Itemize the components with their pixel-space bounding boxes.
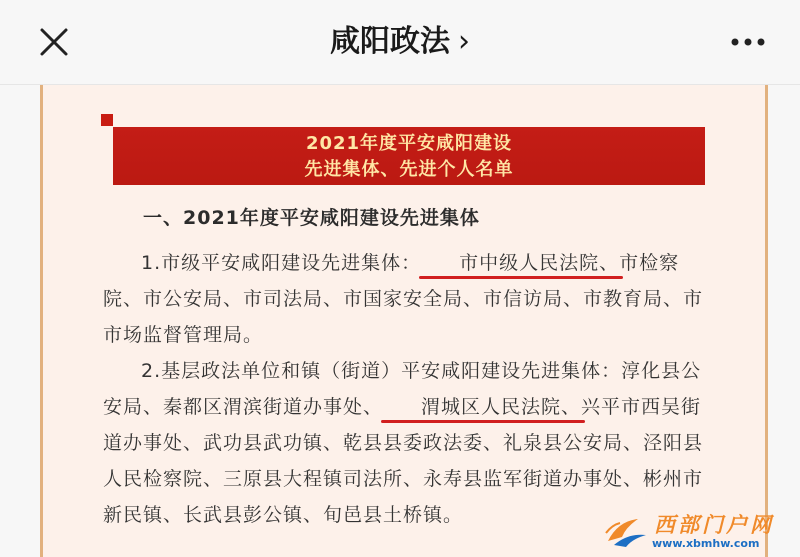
paragraph-2 bbox=[103, 353, 713, 533]
paragraph-2-suffix: 兴平市西吴街道办事处、武功县武功镇、乾县县委政法委、礼泉县公安局、泾阳县人民检察院、三原县大程镇司法所、永寿县监军街道办事处、彬州市新民镇、长武县彭公镇、旬邑县土桥镇。 bbox=[103, 396, 704, 526]
banner-line-1: 2021年度平安咸阳建设 bbox=[305, 133, 513, 154]
account-title-link[interactable] bbox=[0, 18, 800, 66]
highlight-underlined-text: 渭城区人民法院、 bbox=[383, 389, 581, 425]
article-content bbox=[40, 85, 768, 557]
paragraph-2-prefix: 2.基层政法单位和镇（街道）平安咸阳建设先进集体：淳化县公安局、秦都区渭滨街道办事处、 bbox=[103, 360, 702, 418]
watermark-url: www.xbmhw.com bbox=[652, 537, 760, 550]
top-nav-bar bbox=[0, 0, 800, 85]
watermark-name: 西部门户网 bbox=[654, 513, 774, 537]
chevron-right-icon: › bbox=[458, 24, 470, 59]
watermark-logo-icon bbox=[604, 511, 650, 551]
page-title: 咸阳政法 bbox=[330, 24, 450, 59]
more-button[interactable] bbox=[726, 22, 770, 62]
highlight-underlined-text: 市中级人民法院、 bbox=[421, 245, 619, 281]
title-banner bbox=[113, 127, 705, 185]
paragraph-1-prefix: 1.市级平安咸阳建设先进集体： bbox=[141, 252, 422, 274]
article-body bbox=[103, 245, 713, 533]
decorative-square bbox=[101, 114, 113, 126]
banner-line-2: 先进集体、先进个人名单 bbox=[304, 159, 514, 180]
watermark bbox=[604, 509, 794, 555]
section-heading: 一、2021年度平安咸阳建设先进集体 bbox=[143, 207, 480, 229]
more-icon bbox=[730, 37, 766, 47]
paragraph-1-suffix: 市检察院、市公安局、市司法局、市国家安全局、市信访局、市教育局、市市场监督管理局。 bbox=[103, 252, 704, 346]
paragraph-1 bbox=[103, 245, 713, 353]
